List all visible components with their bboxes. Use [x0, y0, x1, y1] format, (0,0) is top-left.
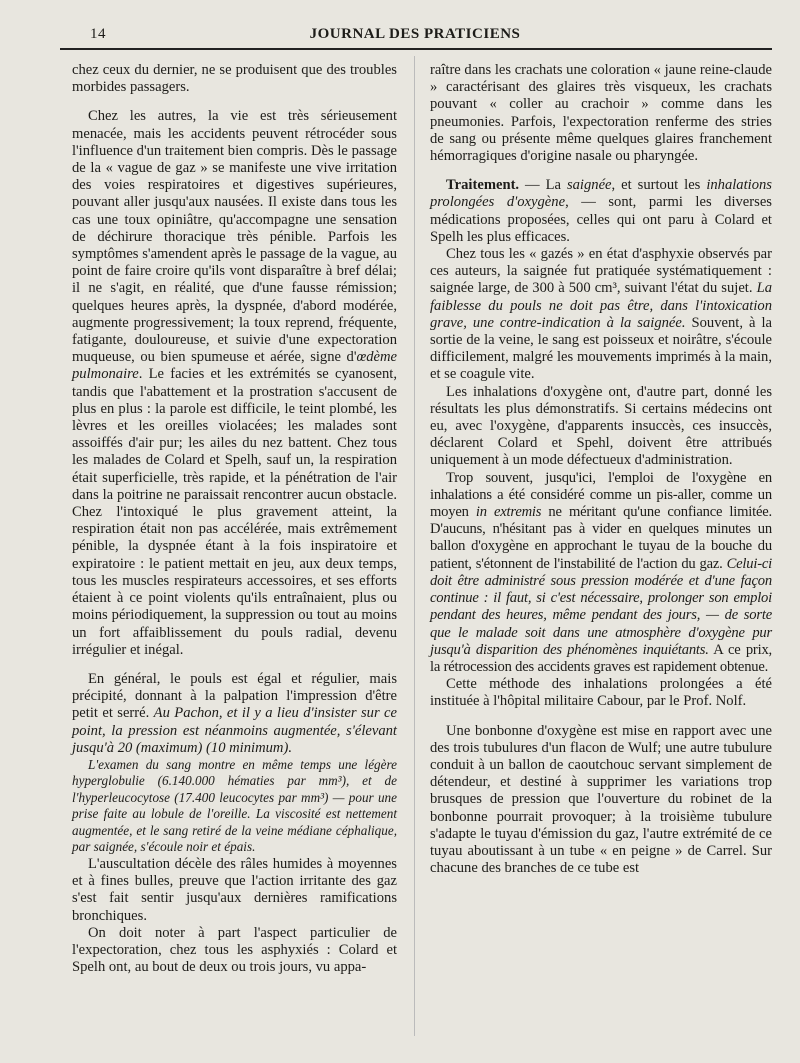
text: , — sont, parmi les diverses médications proposées, celles qui ont paru à Colard et Spelh les plus efficaces. [430, 194, 772, 245]
paragraph: On doit noter à part l'aspect particulier de l'expectoration, chez tous les asphyxiés : Colard et Spelh ont, au bout de deux ou trois jours, vu appa- [72, 924, 397, 976]
italic-text: Celui-ci doit être administré sous pression modérée et d'une façon continue : il faut, si c'est nécessaire, prolonger son emploi pendant des heures, même pendant des jours, — de sorte que le malade soit dans une atmosphère d'oxygène pur jusqu'à disparition des phénomènes inquiétants. [430, 555, 772, 658]
paragraph: Une bonbonne d'oxygène est mise en rapport avec une des trois tubulures d'un flacon de Wulf; une autre tubulure conduit à un ballon de caoutchouc servant simplement de détendeur, et destiné à supprimer les variations trop brusques de pression que l'ouverture du robinet de la bonbonne pourrait provoquer; à la troisième tubulure s'adapte le tuyau d'émission du gaz, l'autre extrémité de ce tuyau aboutissant à un tube « en peigne » de Carrel. Sur chacune des branches de ce tube est [430, 722, 772, 877]
journal-title: JOURNAL DES PRATICIENS [309, 26, 521, 42]
paragraph: raître dans les crachats une coloration « jaune reine-claude » caractérisant des glaires très visqueux, les crachats pouvant « coller au crachoir » comme dans les pneumonies. Parfois, l'expectoration renferme des stries de sang ou présente même quelques glaires franchement hémorragiques d'origine nasale ou pharyngée. [430, 62, 772, 165]
text: En général, le pouls est égal et régulier, mais précipité, donnant à la palpation l'impression d'être petit et serré. [72, 670, 397, 722]
paragraph [72, 108, 397, 659]
paragraph [430, 177, 772, 246]
text: , et surtout les [611, 177, 707, 194]
paragraph: Cette méthode des inhalations prolongées a été instituée à l'hôpital militaire Cabour, par le Prof. Nolf. [430, 676, 772, 710]
paragraph: Les inhalations d'oxygène ont, d'autre part, donné les résultats les plus démonstratifs. Si certains médecins ont eu, avec l'oxygène, d'apparents insuccès, ces insuccès, déclarent Colard et Spehl, doivent être attribués uniquement à un mode défectueux d'administration. [430, 383, 772, 469]
text: A ce prix, la rétrocession des accidents graves est rapidement obtenue. [430, 641, 772, 675]
italic-text: saignée [566, 177, 612, 194]
paragraph [430, 246, 772, 384]
paragraph: L'auscultation décèle des râles humides à moyennes et à fines bulles, preuve que l'action irritante des gaz s'est fait sentir jusqu'aux dernières ramifications bronchiques. [72, 855, 397, 924]
italic-text: La faiblesse du pouls ne doit pas être, dans l'intoxication grave, une contre-indication à la saignée. [430, 280, 772, 331]
italic-text: Au Pachon, et il y a lieu d'insister sur ce point, la pression est néanmoins augmentée, s'élevant jusqu'à 20 (maximum) (10 minimum). [72, 705, 397, 756]
page-header [60, 26, 770, 48]
text: Souvent, à la sortie de la veine, le sang est poisseux et noirâtre, s'écoule difficilement, malgré les mouvements imprimés à la main, et se coagule vite. [430, 314, 772, 383]
italic-text: œdème pulmonaire [72, 349, 397, 383]
column-divider [414, 56, 415, 1036]
text: — La [519, 177, 567, 194]
header-rule [60, 48, 772, 50]
text: Chez tous les « gazés » en état d'asphyxie observés par ces auteurs, la saignée fut pratiquée systématiquement : saignée large, de 300 à 500 cm³, suivant l'état du sujet. [430, 246, 772, 297]
paragraph: chez ceux du dernier, ne se produisent que des troubles morbides passagers. [72, 62, 397, 96]
italic-text: in extremis [475, 504, 542, 521]
paragraph [72, 671, 397, 757]
section-heading: Traitement. [446, 177, 520, 194]
italic-text: inhalations prolongées d'oxygène [430, 177, 772, 211]
paragraph [430, 470, 772, 676]
paragraph: L'examen du sang montre en même temps une légère hyperglobulie (6.140.000 hématies par mm³), et de l'hyperleucocytose (17.400 leucocytes par mm³) — pour une prise faite au lobule de l'oreille. La viscosité est nettement augmentée, et le sang retiré de la veine médiane céphalique, par saignée, s'écoule noir et épais. [72, 756, 397, 855]
page-number: 14 [90, 26, 106, 42]
right-column [430, 62, 772, 877]
text: Trop souvent, jusqu'ici, l'emploi de l'oxygène en inhalations a été considéré comme un pis-aller, comme un moyen [430, 469, 772, 521]
text: . Le facies et les extrémités se cyanosent, tandis que l'abattement et la prostration s'accusent de plus en plus : la parole est difficile, le teint plombé, les lèvres et les oreilles violacées; les malades sont assoiffés d'air pur; les ailes du nez battent. Chez tous les malades de Colard et Spelh, sauf un, la respiration était superficielle, très rapide, et la pénétration de l'air dans la poitrine ne paraissait rencontrer aucun obstacle. Chez l'intoxiqué le plus gravement atteint, la respiration était non pas accélérée, mais extrêmement pénible, la dyspnée étant à la fois inspiratoire et expiratoire : le patient mettait en jeu, aux deux temps, tous les muscles respirateurs accessoires, et ses efforts étaient à ce point violents qu'ils entraînaient, plus ou moins périodiquement, la suppression ou tout au moins un fort affaiblissement du pouls radial, devenu irrégulier et inégal. [72, 366, 397, 658]
text: ne méritant qu'une confiance limitée. D'aucuns, n'hésitant pas à vider en quelques minutes un ballon d'oxygène en approchant le tuyau de la bouche du patient, s'étonnent de l'instabilité de l'action du gaz. [430, 504, 773, 572]
text: Chez les autres, la vie est très sérieusement menacée, mais les accidents peuvent rétrocéder sous l'influence d'un traitement bien compris. Dès le passage de la « vague de gaz » se manifeste une vive irritation des voies respiratoires et digestives supérieures, pouvant aller jusqu'aux nausées. Il existe dans tous les cas une toux opiniâtre, qu'accompagne une sensation de déchirure thoracique très pénible. Parfois les symptômes s'amendent après le passage de la vague, au point de faire croire qu'ils vont disparaître à bref délai; il ne s'agit, en réalité, que d'une fausse rémission; quelques heures après, la dyspnée, d'abord modérée, augmente progressivement; la toux reprend, fréquente, fatigante, douloureuse, et suivie d'une expectoration muqueuse, ou bien spumeuse et aérée, signe d' [72, 108, 397, 366]
left-column [72, 62, 397, 976]
